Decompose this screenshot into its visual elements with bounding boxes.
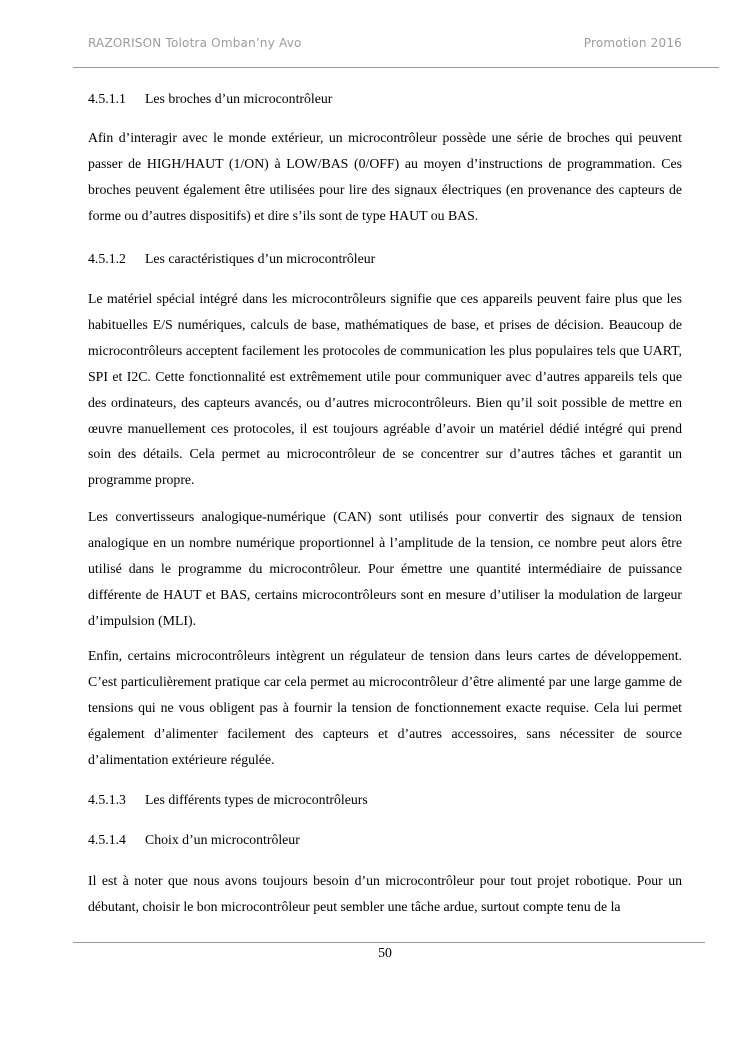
section-heading — [88, 90, 332, 108]
paragraph: Enfin, certains microcontrôleurs intègrent un régulateur de tension dans leurs cartes de développement. C’est particulièrement pratique car cela permet au microcontrôleur d’être alimenté par une large gamme de tensions qui ne vous obligent pas à fournir la tension de fonctionnement exacte requise. Cela lui permet également d’alimenter facilement des capteurs et d’autres accessoires, sans nécessiter de source d’alimentation extérieure régulée. — [88, 648, 682, 767]
footer-divider — [73, 942, 705, 943]
section-heading — [88, 831, 300, 849]
header-divider — [73, 67, 719, 68]
paragraph: Les convertisseurs analogique-numérique (CAN) sont utilisés pour convertir des signaux de tension analogique en un nombre numérique proportionnel à l’amplitude de la tension, ce nombre peut alors être utilisé dans le programme du microcontrôleur. Pour émettre une quantité intermédiaire de puissance différente de HAUT et BAS, certains microcontrôleurs sont en mesure d’utiliser la modulation de largeur d’impulsion (MLI). — [88, 509, 682, 628]
section-title: Les différents types de microcontrôleurs — [145, 792, 368, 807]
section-title: Les broches d’un microcontrôleur — [145, 91, 333, 106]
section-heading — [88, 250, 375, 268]
page-number: 50 — [378, 945, 392, 960]
section-title: Les caractéristiques d’un microcontrôleur — [145, 251, 376, 266]
paragraph: Il est à noter que nous avons toujours besoin d’un microcontrôleur pour tout projet robotique. Pour un débutant, choisir le bon microcontrôleur peut sembler une tâche ardue, surtout compte tenu de la — [88, 873, 682, 914]
paragraph: Le matériel spécial intégré dans les microcontrôleurs signifie que ces appareils peuvent faire plus que les habituelles E/S numériques, calculs de base, mathématiques de base, et prises de décision. Beaucoup de microcontrôleurs acceptent facilement les protocoles de communication les plus populaires tels que UART, SPI et I2C. Cette fonctionnalité est extrêmement utile pour communiquer avec d’autres appareils tels que des ordinateurs, des capteurs avancés, ou d’autres microcontrôleurs. Bien qu’il soit possible de mettre en œuvre manuellement ces protocoles, il est toujours agréable d’avoir un matériel dédié intégré qui prend soin des détails. Cela permet au microcontrôleur de se concentrer sur d’autres tâches et garantit un programme propre. — [88, 291, 682, 488]
paragraph: Afin d’interagir avec le monde extérieur, un microcontrôleur possède une série de broches qui peuvent passer de HIGH/HAUT (1/ON) à LOW/BAS (0/OFF) au moyen d’instructions de programmation. Ces broches peuvent également être utilisées pour lire des signaux électriques (en provenance des capteurs de forme ou d’autres dispositifs) et dire s’ils sont de type HAUT ou BAS. — [88, 130, 682, 223]
section-number: 4.5.1.2 — [88, 251, 126, 266]
section-heading — [88, 791, 368, 809]
section-number: 4.5.1.3 — [88, 792, 126, 807]
header-promotion: Promotion 2016 — [583, 36, 682, 50]
section-title: Choix d’un microcontrôleur — [145, 832, 300, 847]
header-author: RAZORISON Tolotra Omban’ny Avo — [88, 36, 302, 50]
section-number: 4.5.1.4 — [88, 832, 126, 847]
section-number: 4.5.1.1 — [88, 91, 126, 106]
